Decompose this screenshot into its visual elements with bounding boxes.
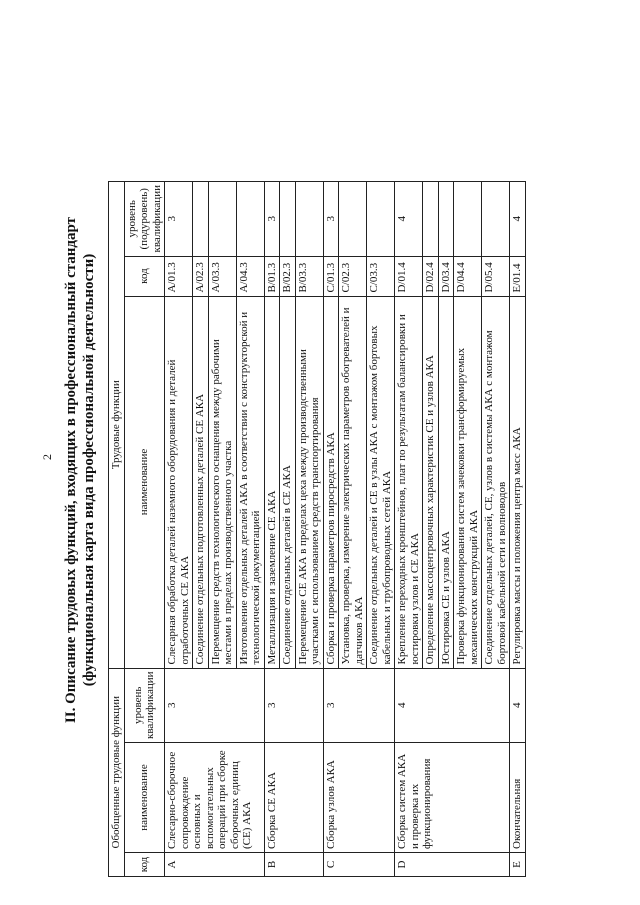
header-tf-level: уровень (подуровень) квалификации bbox=[124, 182, 165, 256]
group-level: 4 bbox=[395, 668, 510, 742]
function-code: B/03.3 bbox=[295, 256, 323, 296]
function-code: A/02.3 bbox=[193, 256, 209, 296]
function-level bbox=[280, 182, 296, 256]
function-level: 3 bbox=[323, 182, 339, 256]
function-level bbox=[367, 182, 395, 256]
function-code: D/04.4 bbox=[454, 256, 482, 296]
group-code: C bbox=[323, 853, 395, 877]
function-code: A/01.3 bbox=[165, 256, 193, 296]
function-level bbox=[295, 182, 323, 256]
function-level bbox=[438, 182, 454, 256]
function-name: Перемещение СЕ АКА в пределах цеха между производственными участками с использованием средств транспортирования bbox=[295, 296, 323, 668]
header-generalized: Обобщенные трудовые функции bbox=[109, 668, 125, 876]
function-name: Перемещение средств технологического оснащения между рабочими местами в пределах производственного участка bbox=[208, 296, 236, 668]
group-level: 4 bbox=[510, 668, 526, 742]
header-labor: Трудовые функции bbox=[109, 182, 125, 668]
function-level: 3 bbox=[264, 182, 280, 256]
function-name: Соединение отдельных деталей в СЕ АКА bbox=[280, 296, 296, 668]
function-level bbox=[193, 182, 209, 256]
header-name: наименование bbox=[124, 743, 165, 853]
function-code: B/01.3 bbox=[264, 256, 280, 296]
function-code: A/04.3 bbox=[236, 256, 264, 296]
function-code: C/01.3 bbox=[323, 256, 339, 296]
function-level bbox=[482, 182, 510, 256]
function-name: Соединение отдельных подготовленных деталей СЕ АКА bbox=[193, 296, 209, 668]
table-row bbox=[165, 182, 193, 877]
function-level bbox=[208, 182, 236, 256]
function-name: Юстировка СЕ и узлов АКА bbox=[438, 296, 454, 668]
functional-map-table bbox=[108, 181, 526, 877]
function-level: 4 bbox=[510, 182, 526, 256]
group-code: B bbox=[264, 853, 323, 877]
function-level bbox=[339, 182, 367, 256]
function-name: Регулировка массы и положения центра масс АКА bbox=[510, 296, 526, 668]
header-level: уровень квалификации bbox=[124, 668, 165, 742]
function-code: D/03.4 bbox=[438, 256, 454, 296]
table-body bbox=[165, 182, 526, 877]
function-code: D/05.4 bbox=[482, 256, 510, 296]
function-name: Соединение отдельных деталей и СЕ в узлы АКА с монтажом бортовых кабельных и трубопроводных сетей АКА bbox=[367, 296, 395, 668]
function-level: 3 bbox=[165, 182, 193, 256]
function-name: Установка, проверка, измерение электрических параметров обогревателей и датчиков АКА bbox=[339, 296, 367, 668]
function-name: Слесарная обработка деталей наземного оборудования и деталей отработочных СЕ АКА bbox=[165, 296, 193, 668]
function-code: D/01.4 bbox=[395, 256, 423, 296]
group-code: D bbox=[395, 853, 510, 877]
function-name: Проверка функционирования систем зачековки трансформируемых механических конструкций АКА bbox=[454, 296, 482, 668]
table-row bbox=[510, 182, 526, 877]
page-title bbox=[62, 145, 98, 795]
function-code: C/02.3 bbox=[339, 256, 367, 296]
group-level: 3 bbox=[264, 668, 323, 742]
table-row bbox=[395, 182, 423, 877]
function-name: Изготовление отдельных деталей АКА в соответствии с конструкторской и технологической документацией bbox=[236, 296, 264, 668]
group-level: 3 bbox=[323, 668, 395, 742]
function-level bbox=[423, 182, 439, 256]
function-name: Соединение отдельных деталей, СЕ, узлов в системы АКА с монтажом бортовой кабельной сети и волноводов bbox=[482, 296, 510, 668]
function-name: Сборка и проверка параметров пиросредств АКА bbox=[323, 296, 339, 668]
group-name: Окончательная bbox=[510, 743, 526, 853]
group-name: Слесарно-сборочное сопровождение основных и вспомогательных операций при сборке сборочных единиц (СЕ) АКА bbox=[165, 743, 265, 853]
title-line-2: (функциональная карта вида профессиональной деятельности) bbox=[81, 253, 97, 687]
group-name: Сборка СЕ АКА bbox=[264, 743, 323, 853]
group-name: Сборка узлов АКА bbox=[323, 743, 395, 853]
group-level: 3 bbox=[165, 668, 265, 742]
group-name: Сборка систем АКА и проверка их функционирования bbox=[395, 743, 510, 853]
function-code: E/01.4 bbox=[510, 256, 526, 296]
table-row bbox=[264, 182, 280, 877]
function-level bbox=[236, 182, 264, 256]
function-code: A/03.3 bbox=[208, 256, 236, 296]
header-code: код bbox=[124, 853, 165, 877]
header-tf-name: наименование bbox=[124, 296, 165, 668]
group-code: A bbox=[165, 853, 265, 877]
function-name: Крепление переходных кронштейнов, плат по результатам балансировки и юстировки узлов и СЕ АКА bbox=[395, 296, 423, 668]
group-code: E bbox=[510, 853, 526, 877]
page-number: 2 bbox=[40, 454, 54, 460]
function-name: Металлизация и заземление СЕ АКА bbox=[264, 296, 280, 668]
function-code: C/03.3 bbox=[367, 256, 395, 296]
function-level: 4 bbox=[395, 182, 423, 256]
function-code: B/02.3 bbox=[280, 256, 296, 296]
table-row bbox=[323, 182, 339, 877]
function-level bbox=[454, 182, 482, 256]
function-name: Определение массоцентровочных характеристик СЕ и узлов АКА bbox=[423, 296, 439, 668]
function-code: D/02.4 bbox=[423, 256, 439, 296]
header-tf-code: код bbox=[124, 256, 165, 296]
title-line-1: II. Описание трудовых функций, входящих в профессиональный стандарт bbox=[63, 216, 79, 724]
